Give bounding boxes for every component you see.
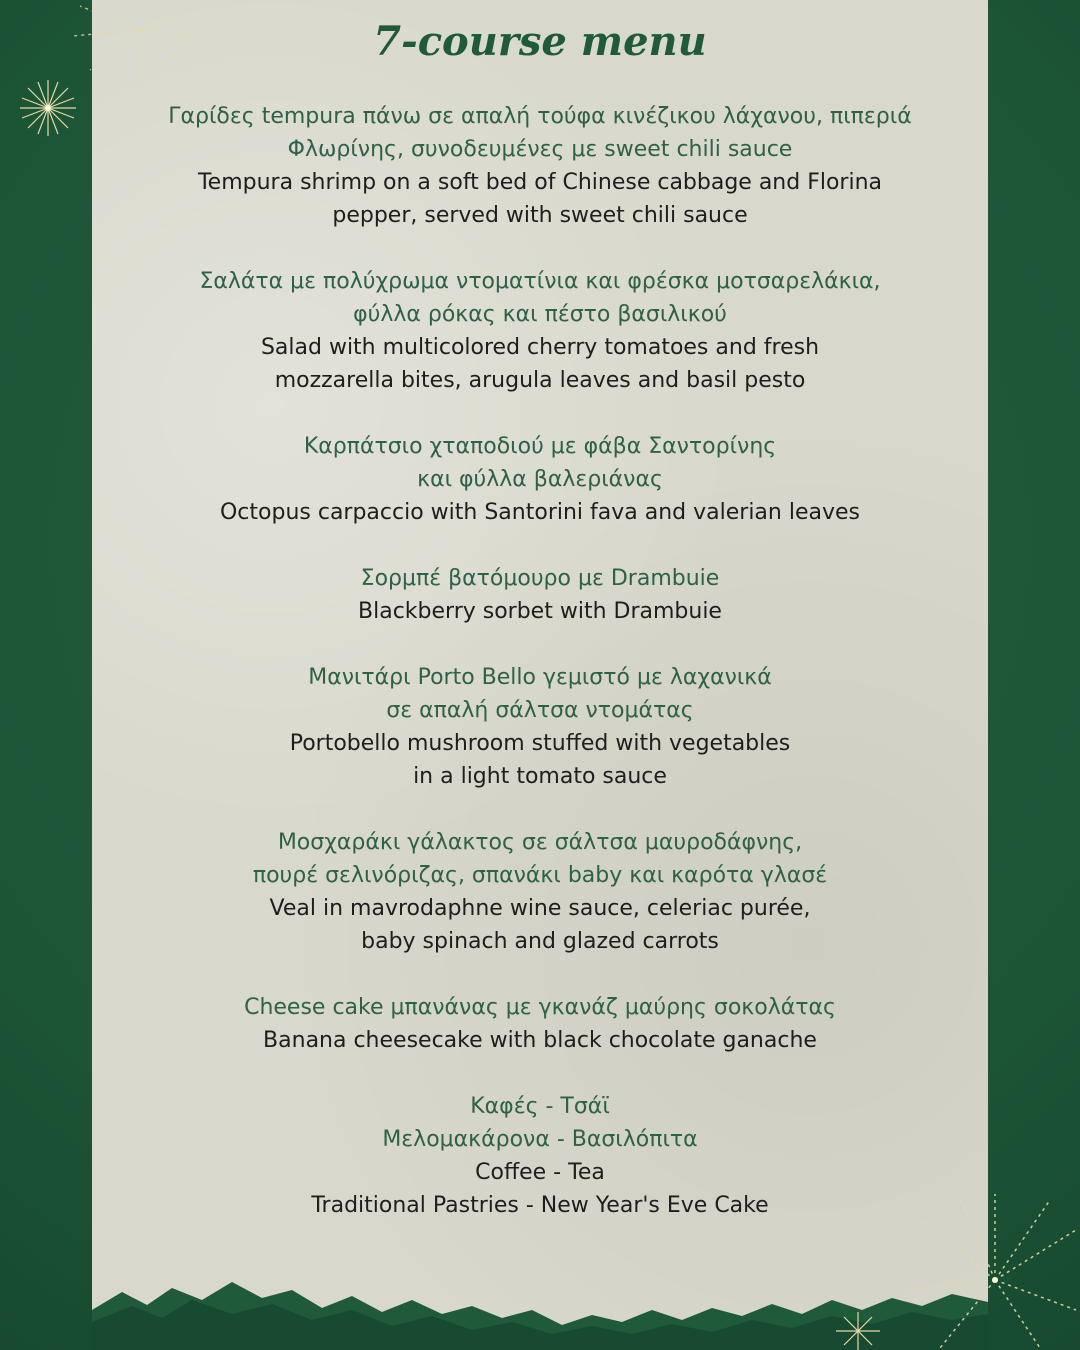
- course-greek-line: Cheese cake μπανάνας με γκανάζ μαύρης σοκολάτας: [244, 995, 836, 1020]
- course-greek-line: Γαρίδες tempura πάνω σε απαλή τούφα κινέζικου λάχανου, πιπεριά: [168, 104, 912, 129]
- course-greek-line: σε απαλή σάλτσα ντομάτας: [386, 698, 694, 723]
- course-7: [92, 991, 988, 1057]
- course-greek-line: Σαλάτα με πολύχρωμα ντοματίνια και φρέσκα μοτσαρελάκια,: [199, 269, 881, 294]
- course-english-line: Salad with multicolored cherry tomatoes and fresh: [260, 335, 820, 360]
- course-english-line: Coffee - Tea: [475, 1160, 605, 1185]
- menu-title: 7-course menu: [373, 18, 707, 65]
- course-english-line: Blackberry sorbet with Drambuie: [358, 599, 722, 624]
- course-2: [92, 265, 988, 397]
- course-english-line: Octopus carpaccio with Santorini fava and valerian leaves: [219, 500, 860, 525]
- course-coffee-pastries: [92, 1090, 988, 1222]
- course-english-line: mozzarella bites, arugula leaves and basil pesto: [274, 368, 806, 393]
- course-english-line: Tempura shrimp on a soft bed of Chinese cabbage and Florina: [197, 170, 883, 195]
- course-english-line: in a light tomato sauce: [413, 764, 667, 789]
- course-1: [92, 100, 988, 232]
- course-3: [92, 430, 988, 529]
- course-greek-line: Καφές - Τσάϊ: [470, 1094, 610, 1119]
- course-greek-line: Μανιτάρι Porto Bello γεμιστό με λαχανικά: [308, 665, 772, 690]
- star-sparkle-icon: [836, 1312, 880, 1350]
- course-greek-line: και φύλλα βαλεριάνας: [417, 467, 663, 492]
- course-english-line: Banana cheesecake with black chocolate ganache: [263, 1028, 817, 1053]
- course-english-line: Veal in mavrodaphne wine sauce, celeriac purée,: [269, 896, 811, 921]
- course-english-line: pepper, served with sweet chili sauce: [332, 203, 748, 228]
- menu-list: [92, 100, 988, 1255]
- course-greek-line: Καρπάτσιο χταποδιού με φάβα Σαντορίνης: [303, 434, 777, 459]
- course-english-line: Portobello mushroom stuffed with vegetables: [289, 731, 791, 756]
- course-greek-line: Μοσχαράκι γάλακτος σε σάλτσα μαυροδάφνης,: [277, 830, 803, 855]
- course-english-line: baby spinach and glazed carrots: [361, 929, 719, 954]
- course-greek-line: Φλωρίνης, συνοδευμένες με sweet chili sauce: [287, 137, 793, 162]
- course-greek-line: Μελομακάρονα - Βασιλόπιτα: [382, 1127, 698, 1152]
- star-sparkle-icon: [18, 78, 78, 138]
- course-greek-line: φύλλα ρόκας και πέστο βασιλικού: [353, 302, 727, 327]
- course-4: [92, 562, 988, 628]
- course-greek-line: Σορμπέ βατόμουρο με Drambuie: [360, 566, 720, 591]
- course-english-line: Traditional Pastries - New Year's Eve Cake: [311, 1193, 769, 1218]
- course-5: [92, 661, 988, 793]
- course-6: [92, 826, 988, 958]
- course-greek-line: πουρέ σελινόριζας, σπανάκι baby και καρότα γλασέ: [252, 863, 828, 888]
